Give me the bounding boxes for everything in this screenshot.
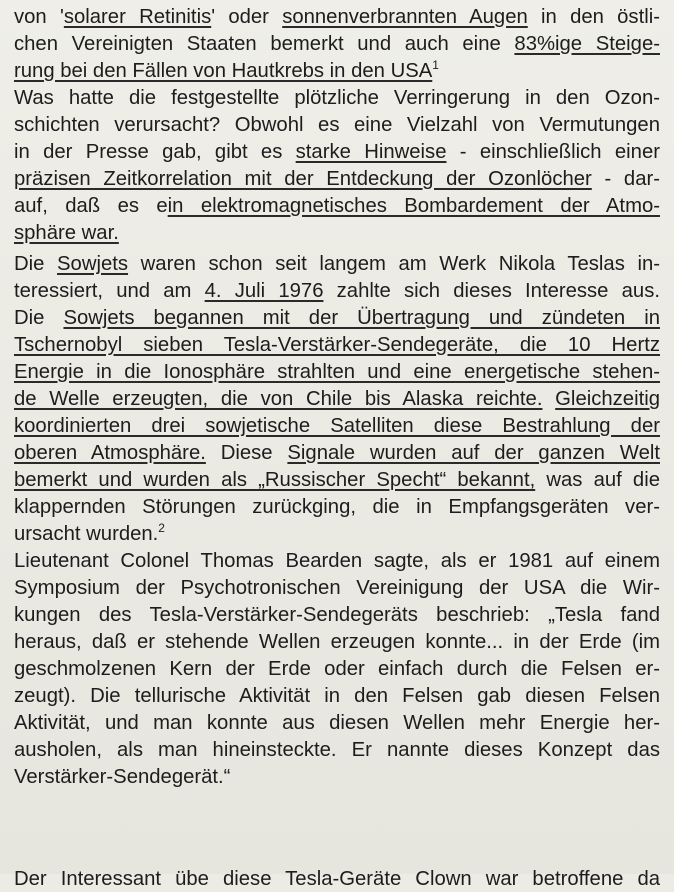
text-line-20: ursacht wurden.$^2$ <box>14 521 165 545</box>
underlined-phrase: 4. Juli 1976 <box>204 280 324 302</box>
underlined-phrase: solarer Retinitis <box>63 6 212 28</box>
underlined-phrase: de Welle erzeugten, die von Chile bis Alaska reichte. <box>14 388 543 410</box>
underlined-phrase: sonnenverbrannten Augen <box>282 6 528 28</box>
text-line-28: ausholen, als man hineinsteckte. Er nannte dieses Konzept das <box>14 739 660 761</box>
underlined-phrase: 83%ige Steige- <box>514 33 660 55</box>
text-line-4: Was hatte die festgestellte plötzliche Verringerung in den Ozon- <box>14 87 660 109</box>
text-line-2: chen Vereinigten Staaten bemerkt und auch eine 83%ige Steige- <box>14 33 660 55</box>
text-line-21: Lieutenant Colonel Thomas Bearden sagte, als er 1981 auf einem <box>14 550 660 572</box>
text-line-12: Die Sowjets begannen mit der Übertragung und zündeten in <box>14 307 660 329</box>
text-line-9 <box>14 220 660 248</box>
text-line-14 <box>14 359 660 387</box>
text-line-8: auf, daß es ein elektromagnetisches Bombardement der Atmo- <box>14 195 660 217</box>
text-line-23: kungen des Tesla-Verstärker-Sendegeräts beschrieb: „Tesla fand <box>14 604 660 626</box>
underlined-phrase: bemerkt und wurden als „Russischer Specht“ bekannt, <box>14 469 536 491</box>
footnote-marker: 2 <box>158 521 165 536</box>
text-line-17: oberen Atmosphäre. Diese Signale wurden auf der ganzen Welt <box>14 442 660 464</box>
text-line-15 <box>14 386 660 414</box>
text-line-22: Symposium der Psychotronischen Vereinigung der USA die Wir- <box>14 577 660 599</box>
text-line-cut-off: Der Interessant übe diese Tesla-Geräte Clown war betroffene da <box>14 868 660 890</box>
text-line-19: klappernden Störungen zurückging, die in Empfangsgeräten ver- <box>14 496 660 518</box>
underlined-phrase: rung bei den Fällen von Hautkrebs in den USA <box>14 60 433 82</box>
underlined-phrase: Energie in die Ionosphäre strahlten und eine energetische stehen- <box>14 361 660 383</box>
text-line-7: präzisen Zeitkorrelation mit der Entdeckung der Ozonlöcher - dar- <box>14 168 660 190</box>
text-line-27: Aktivität, und man konnte aus diesen Wellen mehr Energie her- <box>14 712 660 734</box>
text-line-3 <box>14 58 660 86</box>
text-line-26: zeugt). Die tellurische Aktivität in den Felsen gab diesen Felsen <box>14 685 660 707</box>
text-line-1: von 'solarer Retinitis' oder sonnenverbrannten Augen in den östli- <box>14 6 660 28</box>
text-line-29: Verstärker-Sendegerät.“ <box>14 766 231 788</box>
underlined-phrase: in elektromagnetisches Bombardement der Atmo- <box>167 195 660 217</box>
text-line-5: schichten verursacht? Obwohl es eine Vielzahl von Vermutungen <box>14 114 660 136</box>
underlined-phrase: Gleichzeitig <box>555 388 660 410</box>
text-line-16 <box>14 413 660 441</box>
text-line-13 <box>14 332 660 360</box>
text-line-6: in der Presse gab, gibt es starke Hinweise - einschließlich einer <box>14 141 660 163</box>
text-line-24: heraus, daß er stehende Wellen erzeugen konnte... in der Erde (im <box>14 631 660 653</box>
underlined-phrase: starke Hinweise <box>295 141 447 163</box>
underlined-phrase: präzisen Zeitkorrelation mit der Entdeckung der Ozonlöcher <box>14 168 592 190</box>
text-line-10: Die Sowjets waren schon seit langem am Werk Nikola Teslas in- <box>14 253 660 275</box>
underlined-phrase: Signale wurden auf der ganzen Welt <box>287 442 660 464</box>
underlined-phrase: Sowjets begannen mit der Übertragung und zündeten in <box>63 307 660 329</box>
underlined-phrase: Sowjets <box>57 253 129 275</box>
footnote-marker: 1 <box>432 58 439 73</box>
text-line-18: bemerkt und wurden als „Russischer Specht“ bekannt, was auf die <box>14 469 660 491</box>
underlined-phrase: sphäre war. <box>14 222 119 244</box>
underlined-phrase: oberen Atmosphäre. <box>14 442 206 464</box>
underlined-phrase: koordinierten drei sowjetische Satelliten diese Bestrahlung der <box>14 415 660 437</box>
text-line-11: teressiert, und am 4. Juli 1976 zahlte sich dieses Interesse aus. <box>14 280 660 302</box>
underlined-phrase: Tschernobyl sieben Tesla-Verstärker-Sendegeräte, die 10 Hertz <box>14 334 660 356</box>
text-line-25: geschmolzenen Kern der Erde oder einfach durch die Felsen er- <box>14 658 660 680</box>
